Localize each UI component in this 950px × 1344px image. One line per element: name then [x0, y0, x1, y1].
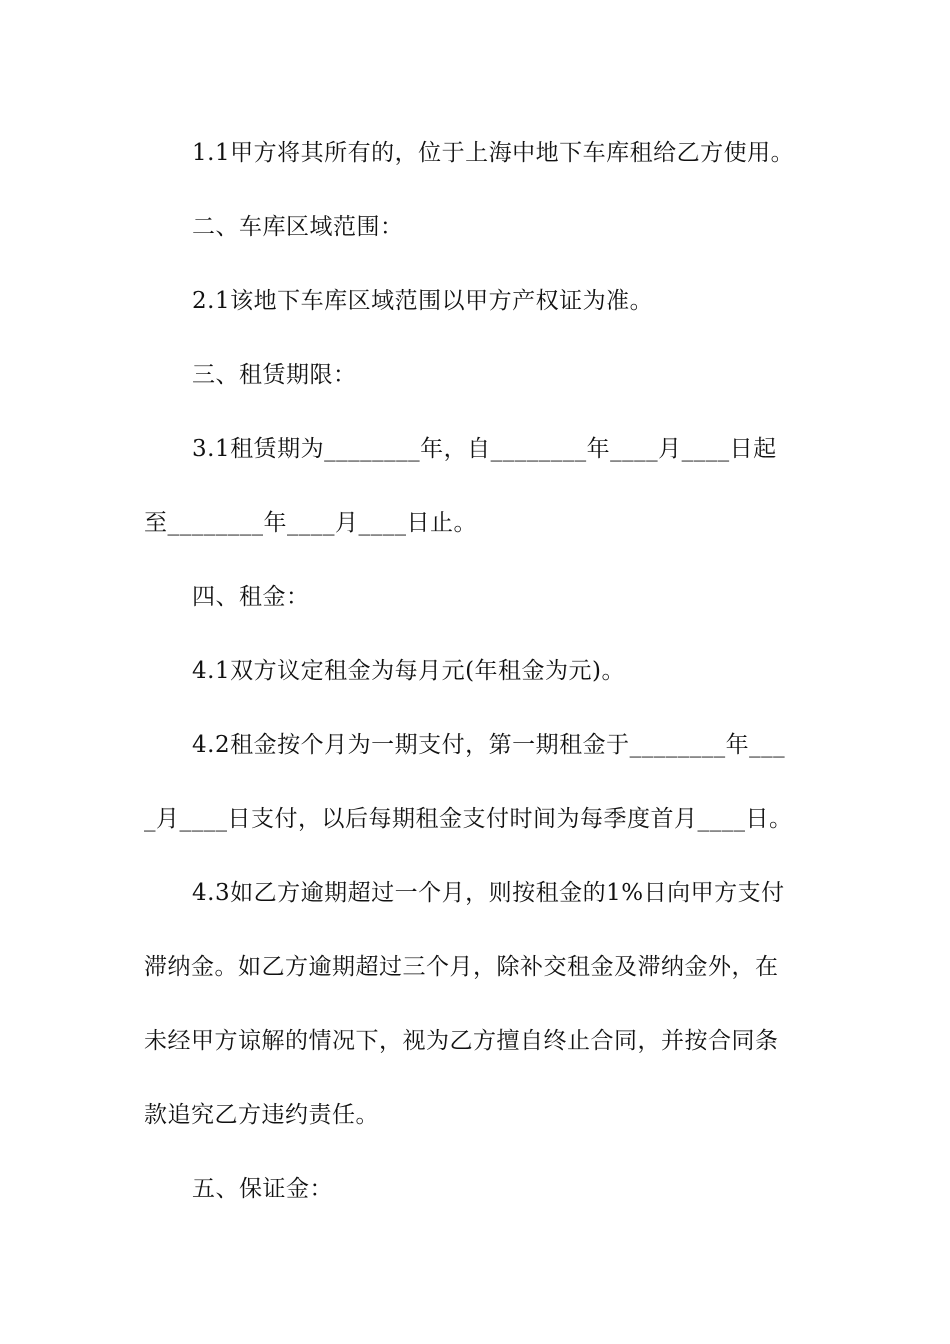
clause-2-1: 2.1该地下车库区域范围以甲方产权证为准。 — [192, 288, 654, 314]
clause-4-2-line-1: 4.2租金按个月为一期支付，第一期租金于________年___ — [192, 732, 786, 758]
clause-4-2-line-2: _月____日支付，以后每期租金支付时间为每季度首月____日。 — [144, 806, 793, 832]
section-heading-3: 三、租赁期限： — [192, 362, 357, 388]
clause-4-1: 4.1双方议定租金为每月元(年租金为元)。 — [192, 658, 626, 684]
clause-1-1: 1.1甲方将其所有的，位于上海中地下车库租给乙方使用。 — [192, 140, 795, 166]
clause-4-3-line-3: 未经甲方谅解的情况下，视为乙方擅自终止合同，并按合同条 — [144, 1028, 779, 1054]
clause-3-1-line-2: 至________年____月____日止。 — [144, 510, 477, 536]
clause-4-3-line-1: 4.3如乙方逾期超过一个月，则按租金的1%日向甲方支付 — [192, 880, 785, 906]
section-heading-4: 四、租金： — [192, 584, 310, 610]
section-heading-5: 五、保证金： — [192, 1176, 333, 1202]
section-heading-2: 二、车库区域范围： — [192, 214, 404, 240]
clause-4-3-line-4: 款追究乙方违约责任。 — [144, 1102, 379, 1128]
clause-3-1-line-1: 3.1租赁期为________年，自________年____月____日起 — [192, 436, 777, 462]
clause-4-3-line-2: 滞纳金。如乙方逾期超过三个月，除补交租金及滞纳金外，在 — [144, 954, 779, 980]
